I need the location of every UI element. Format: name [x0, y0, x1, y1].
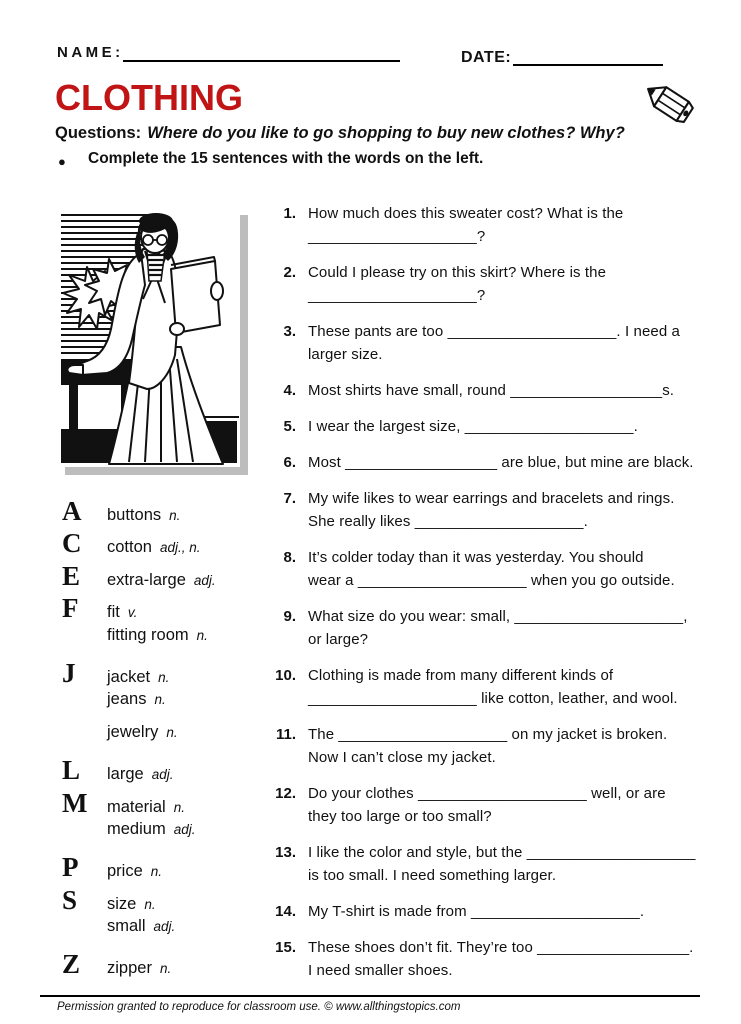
sentence-number: 5.: [283, 418, 296, 435]
questions-text: Where do you like to go shopping to buy new clothes? Why?: [147, 124, 625, 142]
sentence-text-line: they too large or too small?: [308, 808, 492, 825]
sentence-text: [308, 546, 675, 592]
word-text: buttons: [107, 506, 162, 524]
sentence-text: [308, 261, 606, 307]
sentence-item: [270, 546, 715, 592]
sentence-number: 6.: [283, 454, 296, 471]
word-text: jacket: [107, 667, 151, 686]
sentence-text-line: Most __________________ are blue, but mine are black.: [308, 454, 694, 471]
sentence-number: 3.: [283, 323, 296, 340]
sentence-item: [270, 841, 715, 887]
word-list-item: [62, 723, 262, 755]
sentence-text: [308, 202, 623, 248]
sentence-text-line: is too small. I need something larger.: [308, 867, 557, 884]
word-letter: J: [62, 657, 76, 688]
word-letter: A: [62, 496, 82, 526]
sentence-item: [270, 605, 715, 651]
word-part-of-speech: adj.: [151, 767, 174, 783]
word-part-of-speech: n.: [169, 508, 181, 523]
sentence-text-line: She really likes ____________________.: [308, 513, 588, 530]
sentence-text-line: How much does this sweater cost? What is the: [308, 205, 624, 222]
word-text: jeans: [107, 690, 147, 709]
word-letter: S: [62, 884, 78, 915]
word-text: fit: [107, 603, 120, 622]
instruction-text: Complete the 15 sentences with the words on the left.: [88, 150, 484, 167]
sentence-item: [270, 379, 715, 402]
sentence-text-line: larger size.: [308, 346, 383, 363]
word-part-of-speech: n.: [158, 669, 170, 685]
sentence-text: [308, 841, 696, 887]
questions-label: Questions:: [55, 124, 142, 142]
word-list-item: [62, 885, 262, 917]
word-list-item: [62, 658, 262, 690]
date-label: DATE:: [461, 49, 512, 66]
sentence-text-line: These shoes don’t fit. They’re too __________________.: [308, 939, 694, 956]
word-list-item: [62, 593, 262, 625]
sentence-number: 8.: [283, 549, 296, 566]
sentence-text: [308, 487, 675, 533]
sentence-text-line: I like the color and style, but the ____________________: [308, 844, 696, 861]
word-part-of-speech: adj.: [173, 821, 196, 837]
sentence-item: [270, 415, 715, 438]
word-list-item: [62, 852, 262, 884]
word-text: jewelry: [107, 722, 159, 741]
sentence-text: [308, 900, 644, 923]
sentence-number: 10.: [275, 667, 296, 684]
word-part-of-speech: n.: [166, 724, 178, 740]
word-text: small: [107, 917, 146, 936]
bullet-icon: ●: [58, 154, 66, 169]
sentence-number: 7.: [283, 490, 296, 507]
word-list-item: [62, 626, 262, 658]
sentence-text-line: or large?: [308, 631, 369, 648]
sentence-item: [270, 451, 715, 474]
word-letter: P: [62, 852, 79, 883]
word-text: cotton: [107, 538, 152, 557]
sentence-number: 15.: [275, 939, 296, 956]
word-text: fitting room: [107, 625, 189, 644]
word-list-item: [62, 820, 262, 852]
sentence-number: 1.: [283, 205, 296, 222]
sentence-text: [308, 415, 638, 438]
sentence-item: [270, 900, 715, 923]
word-text: medium: [107, 819, 166, 838]
word-list-item: [62, 561, 262, 593]
sentence-number: 13.: [275, 844, 296, 861]
word-letter: C: [62, 528, 82, 559]
word-list-item: [62, 496, 262, 528]
word-letter: Z: [62, 949, 81, 980]
sentence-number: 14.: [275, 903, 296, 920]
word-text: large: [107, 765, 144, 784]
sentence-text-line: ____________________?: [308, 287, 486, 304]
word-part-of-speech: n.: [173, 799, 185, 815]
questions-row: [55, 124, 675, 143]
sentence-text-line: ____________________?: [308, 228, 486, 245]
sentence-number: 4.: [283, 382, 296, 399]
sentence-text-line: The ____________________ on my jacket is broken.: [308, 726, 668, 743]
sentence-item: [270, 936, 715, 982]
sentence-text: [308, 320, 680, 366]
sentence-text: [308, 664, 678, 710]
sentence-text-line: Now I can’t close my jacket.: [308, 749, 496, 766]
date-blank-line[interactable]: [513, 46, 663, 66]
word-list-item: [62, 755, 262, 787]
word-letter: E: [62, 560, 81, 591]
sentence-item: [270, 664, 715, 710]
sentence-text-line: Clothing is made from many different kinds of: [308, 667, 614, 684]
word-list-item: [62, 528, 262, 560]
sentence-number: 12.: [275, 785, 296, 802]
word-part-of-speech: n.: [144, 896, 156, 912]
word-letter: F: [62, 593, 79, 624]
sentence-list: [270, 202, 715, 995]
word-text: material: [107, 797, 166, 816]
page-title: CLOTHING: [55, 77, 243, 118]
word-part-of-speech: n.: [159, 961, 172, 977]
name-blank-line[interactable]: [123, 42, 400, 62]
sentence-text-line: I need smaller shoes.: [308, 962, 453, 979]
word-part-of-speech: adj., n.: [159, 540, 201, 556]
word-text: price: [107, 862, 143, 881]
sentence-text-line: These pants are too ____________________. I need a: [308, 323, 680, 340]
word-list: [62, 496, 262, 982]
sentence-text: [308, 451, 694, 474]
sentence-item: [270, 202, 715, 248]
sentence-text: [308, 723, 667, 769]
sentence-text: [308, 782, 666, 828]
sentence-item: [270, 320, 715, 366]
word-part-of-speech: n.: [150, 864, 163, 880]
word-letter: L: [62, 755, 81, 786]
sentence-item: [270, 782, 715, 828]
sentence-text-line: My T-shirt is made from ____________________.: [308, 903, 645, 920]
name-label: NAME:: [57, 44, 124, 61]
sentence-item: [270, 261, 715, 307]
footer-divider: [40, 995, 700, 997]
word-part-of-speech: n.: [154, 692, 166, 708]
sentence-item: [270, 723, 715, 769]
sentence-text-line: Could I please try on this skirt? Where is the: [308, 264, 607, 281]
sentence-text-line: ____________________ like cotton, leather, and wool.: [308, 690, 678, 707]
sentence-text-line: I wear the largest size, ____________________.: [308, 418, 638, 435]
sentence-text: [308, 379, 674, 402]
word-list-item: [62, 917, 262, 949]
word-text: size: [107, 894, 137, 913]
word-text: extra-large: [107, 570, 186, 589]
word-list-item: [62, 690, 262, 722]
word-list-item: [62, 788, 262, 820]
sentence-text-line: Most shirts have small, round __________________s.: [308, 382, 675, 399]
sentence-text-line: What size do you wear: small, ____________________,: [308, 608, 688, 625]
word-part-of-speech: adj.: [153, 919, 176, 935]
sentence-number: 2.: [283, 264, 296, 281]
sentence-item: [270, 487, 715, 533]
sentence-text-line: My wife likes to wear earrings and bracelets and rings.: [308, 490, 675, 507]
sentence-text: [308, 605, 688, 651]
word-text: zipper: [107, 959, 152, 978]
woman-reading-illustration: [57, 207, 240, 467]
word-part-of-speech: v.: [127, 605, 138, 621]
sentence-text: [308, 936, 693, 982]
sentence-text-line: wear a ____________________ when you go outside.: [308, 572, 675, 589]
word-letter: M: [62, 787, 88, 818]
sentence-number: 9.: [283, 608, 296, 625]
footer-copyright: Permission granted to reproduce for classroom use. © www.allthingstopics.com: [57, 1001, 461, 1013]
instruction-row: [58, 150, 678, 168]
pencil-icon: [636, 76, 700, 128]
sentence-number: 11.: [275, 726, 296, 743]
word-part-of-speech: n.: [196, 627, 208, 643]
sentence-text-line: Do your clothes ____________________ well, or are: [308, 785, 666, 802]
word-list-item: [62, 949, 262, 981]
sentence-text-line: It’s colder today than it was yesterday. You should: [308, 549, 644, 566]
word-part-of-speech: adj.: [193, 572, 216, 588]
